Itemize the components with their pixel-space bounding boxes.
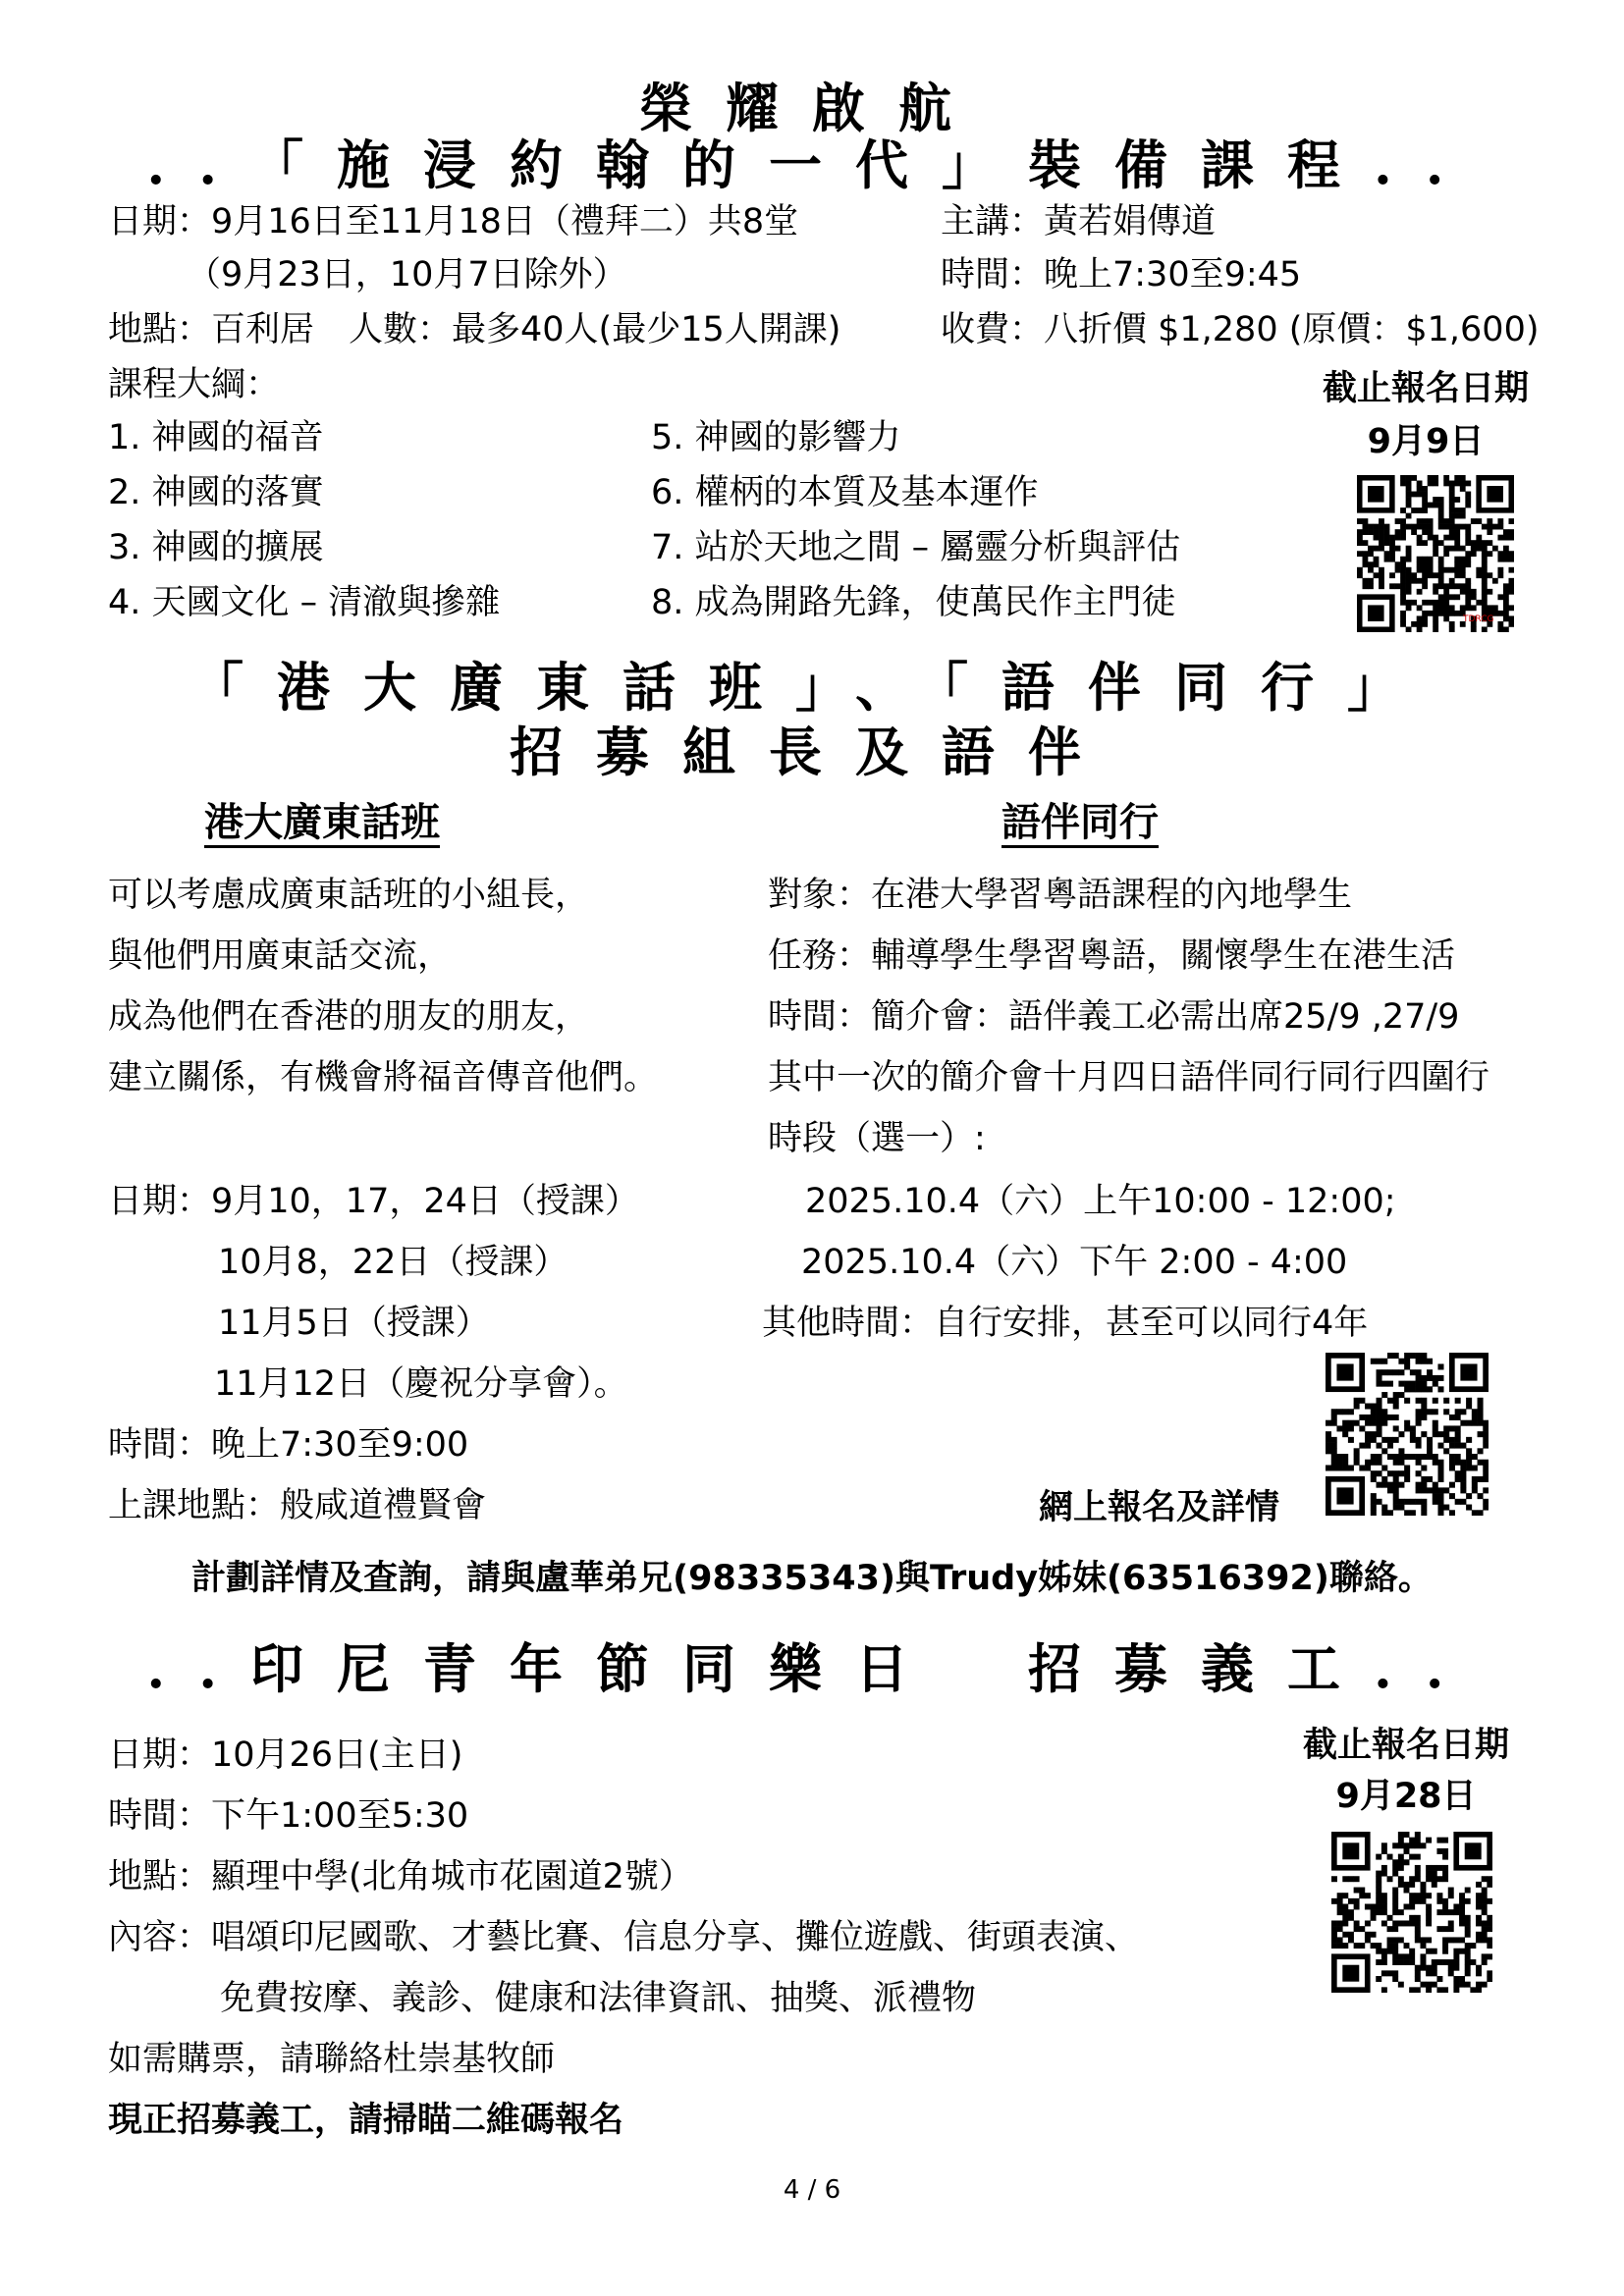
outline-label: 課程大綱： (108, 365, 281, 404)
outline-item: 3. 神國的擴展 (108, 528, 324, 567)
course-date-note: （9月23日，10月7日除外） (187, 255, 627, 294)
event-content: 內容：唱頌印尼國歌、才藝比賽、信息分享、攤位遊戲、街頭表演、 (108, 1918, 1140, 1957)
left-line: 成為他們在香港的朋友的朋友， (108, 997, 590, 1037)
right-line: 時間：簡介會：語伴義工必需出席25/9 ,27/9 (768, 997, 1460, 1037)
right-line: 其中一次的簡介會十月四日語伴同行同行四圍行 (768, 1058, 1490, 1097)
left-date-line: 10月8，22日（授課） (218, 1243, 568, 1282)
section1-title-line2: ..「施浸約翰的一代」裝備課程.. (146, 133, 1478, 196)
left-line: 與他們用廣東話交流， (108, 936, 453, 976)
qr-code-icon[interactable] (1331, 1832, 1492, 1993)
event-time: 時間：下午1:00至5:30 (108, 1796, 469, 1836)
left-line: 可以考慮成廣東話班的小組長， (108, 876, 590, 915)
right-line: 對象：在港大學習粵語課程的內地學生 (768, 876, 1353, 915)
section3-title: ..印尼青年節同樂日 招募義工.. (146, 1637, 1478, 1700)
left-heading: 港大廣東話班 (204, 800, 440, 845)
page-number: 4 / 6 (783, 2175, 841, 2205)
course-speaker: 主講：黃若娟傳道 (941, 202, 1217, 241)
course-time: 時間：晚上7:30至9:45 (941, 255, 1302, 294)
event-recruit: 現正招募義工，請掃瞄二維碼報名 (108, 2101, 624, 2140)
right-line: 時段（選一）: (768, 1119, 986, 1158)
outline-item: 8. 成為開路先鋒，使萬民作主門徒 (651, 583, 1176, 622)
left-venue: 上課地點：般咸道禮賢會 (108, 1486, 487, 1525)
qr-code-icon[interactable] (1326, 1353, 1489, 1516)
left-line: 建立關係，有機會將福音傳音他們。 (108, 1058, 659, 1097)
event-content: 免費按摩、義診、健康和法律資訊、抽獎、派禮物 (220, 1979, 977, 2018)
deadline-label: 截止報名日期 (1322, 369, 1529, 408)
outline-item: 4. 天國文化 – 清澈與摻雜 (108, 583, 501, 622)
outline-item: 5. 神國的影響力 (651, 418, 901, 457)
deadline-label: 截止報名日期 (1302, 1726, 1509, 1765)
left-date-line: 11月5日（授課） (218, 1304, 490, 1343)
event-location: 地點：顯理中學(北角城市花園道2號） (108, 1857, 693, 1896)
deadline-date: 9月28日 (1335, 1777, 1477, 1816)
outline-item: 6. 權柄的本質及基本運作 (651, 473, 1039, 512)
right-line: 任務：輔導學生學習粵語，關懷學生在港生活 (768, 936, 1456, 976)
right-line: 其他時間：自行安排，甚至可以同行4年 (762, 1304, 1369, 1343)
event-tickets: 如需購票，請聯絡杜崇基牧師 (108, 2040, 556, 2079)
course-date: 日期：9月16日至11月18日（禮拜二）共8堂 (108, 202, 799, 241)
section2-title-line1: 「港大廣東話班」、「語伴同行」 (190, 656, 1434, 719)
right-line: 2025.10.4（六）上午10:00 - 12:00; (805, 1182, 1396, 1221)
outline-item: 2. 神國的落實 (108, 473, 324, 512)
course-location: 地點：百利居 人數：最多40人(最少15人開課) (108, 310, 841, 349)
qr-caption: TDRCG (1463, 614, 1494, 624)
deadline-date: 9月9日 (1367, 422, 1485, 461)
section2-title-line2: 招募組長及語伴 (510, 721, 1114, 783)
contact-info: 計劃詳情及查詢，請與盧華弟兄(98335343)與Trudy姊妹(63516392)聯絡。 (191, 1559, 1433, 1598)
left-time: 時間：晚上7:30至9:00 (108, 1425, 469, 1465)
qr-code-icon[interactable] (1357, 475, 1514, 632)
outline-item: 1. 神國的福音 (108, 418, 324, 457)
left-date-line: 11月12日（慶祝分享會）。 (214, 1364, 628, 1404)
event-date: 日期：10月26日(主日) (108, 1735, 463, 1775)
right-line: 2025.10.4（六）下午 2:00 - 4:00 (801, 1243, 1348, 1282)
online-label: 網上報名及詳情 (1039, 1488, 1280, 1527)
outline-item: 7. 站於天地之間 – 屬靈分析與評估 (651, 528, 1181, 567)
left-date-line: 日期：9月10，17，24日（授課） (108, 1182, 639, 1221)
right-heading: 語伴同行 (1001, 800, 1159, 845)
course-fee: 收費：八折價 $1,280 (原價：$1,600) (941, 310, 1540, 349)
section1-title-line1: 榮耀啟航 (639, 77, 985, 139)
